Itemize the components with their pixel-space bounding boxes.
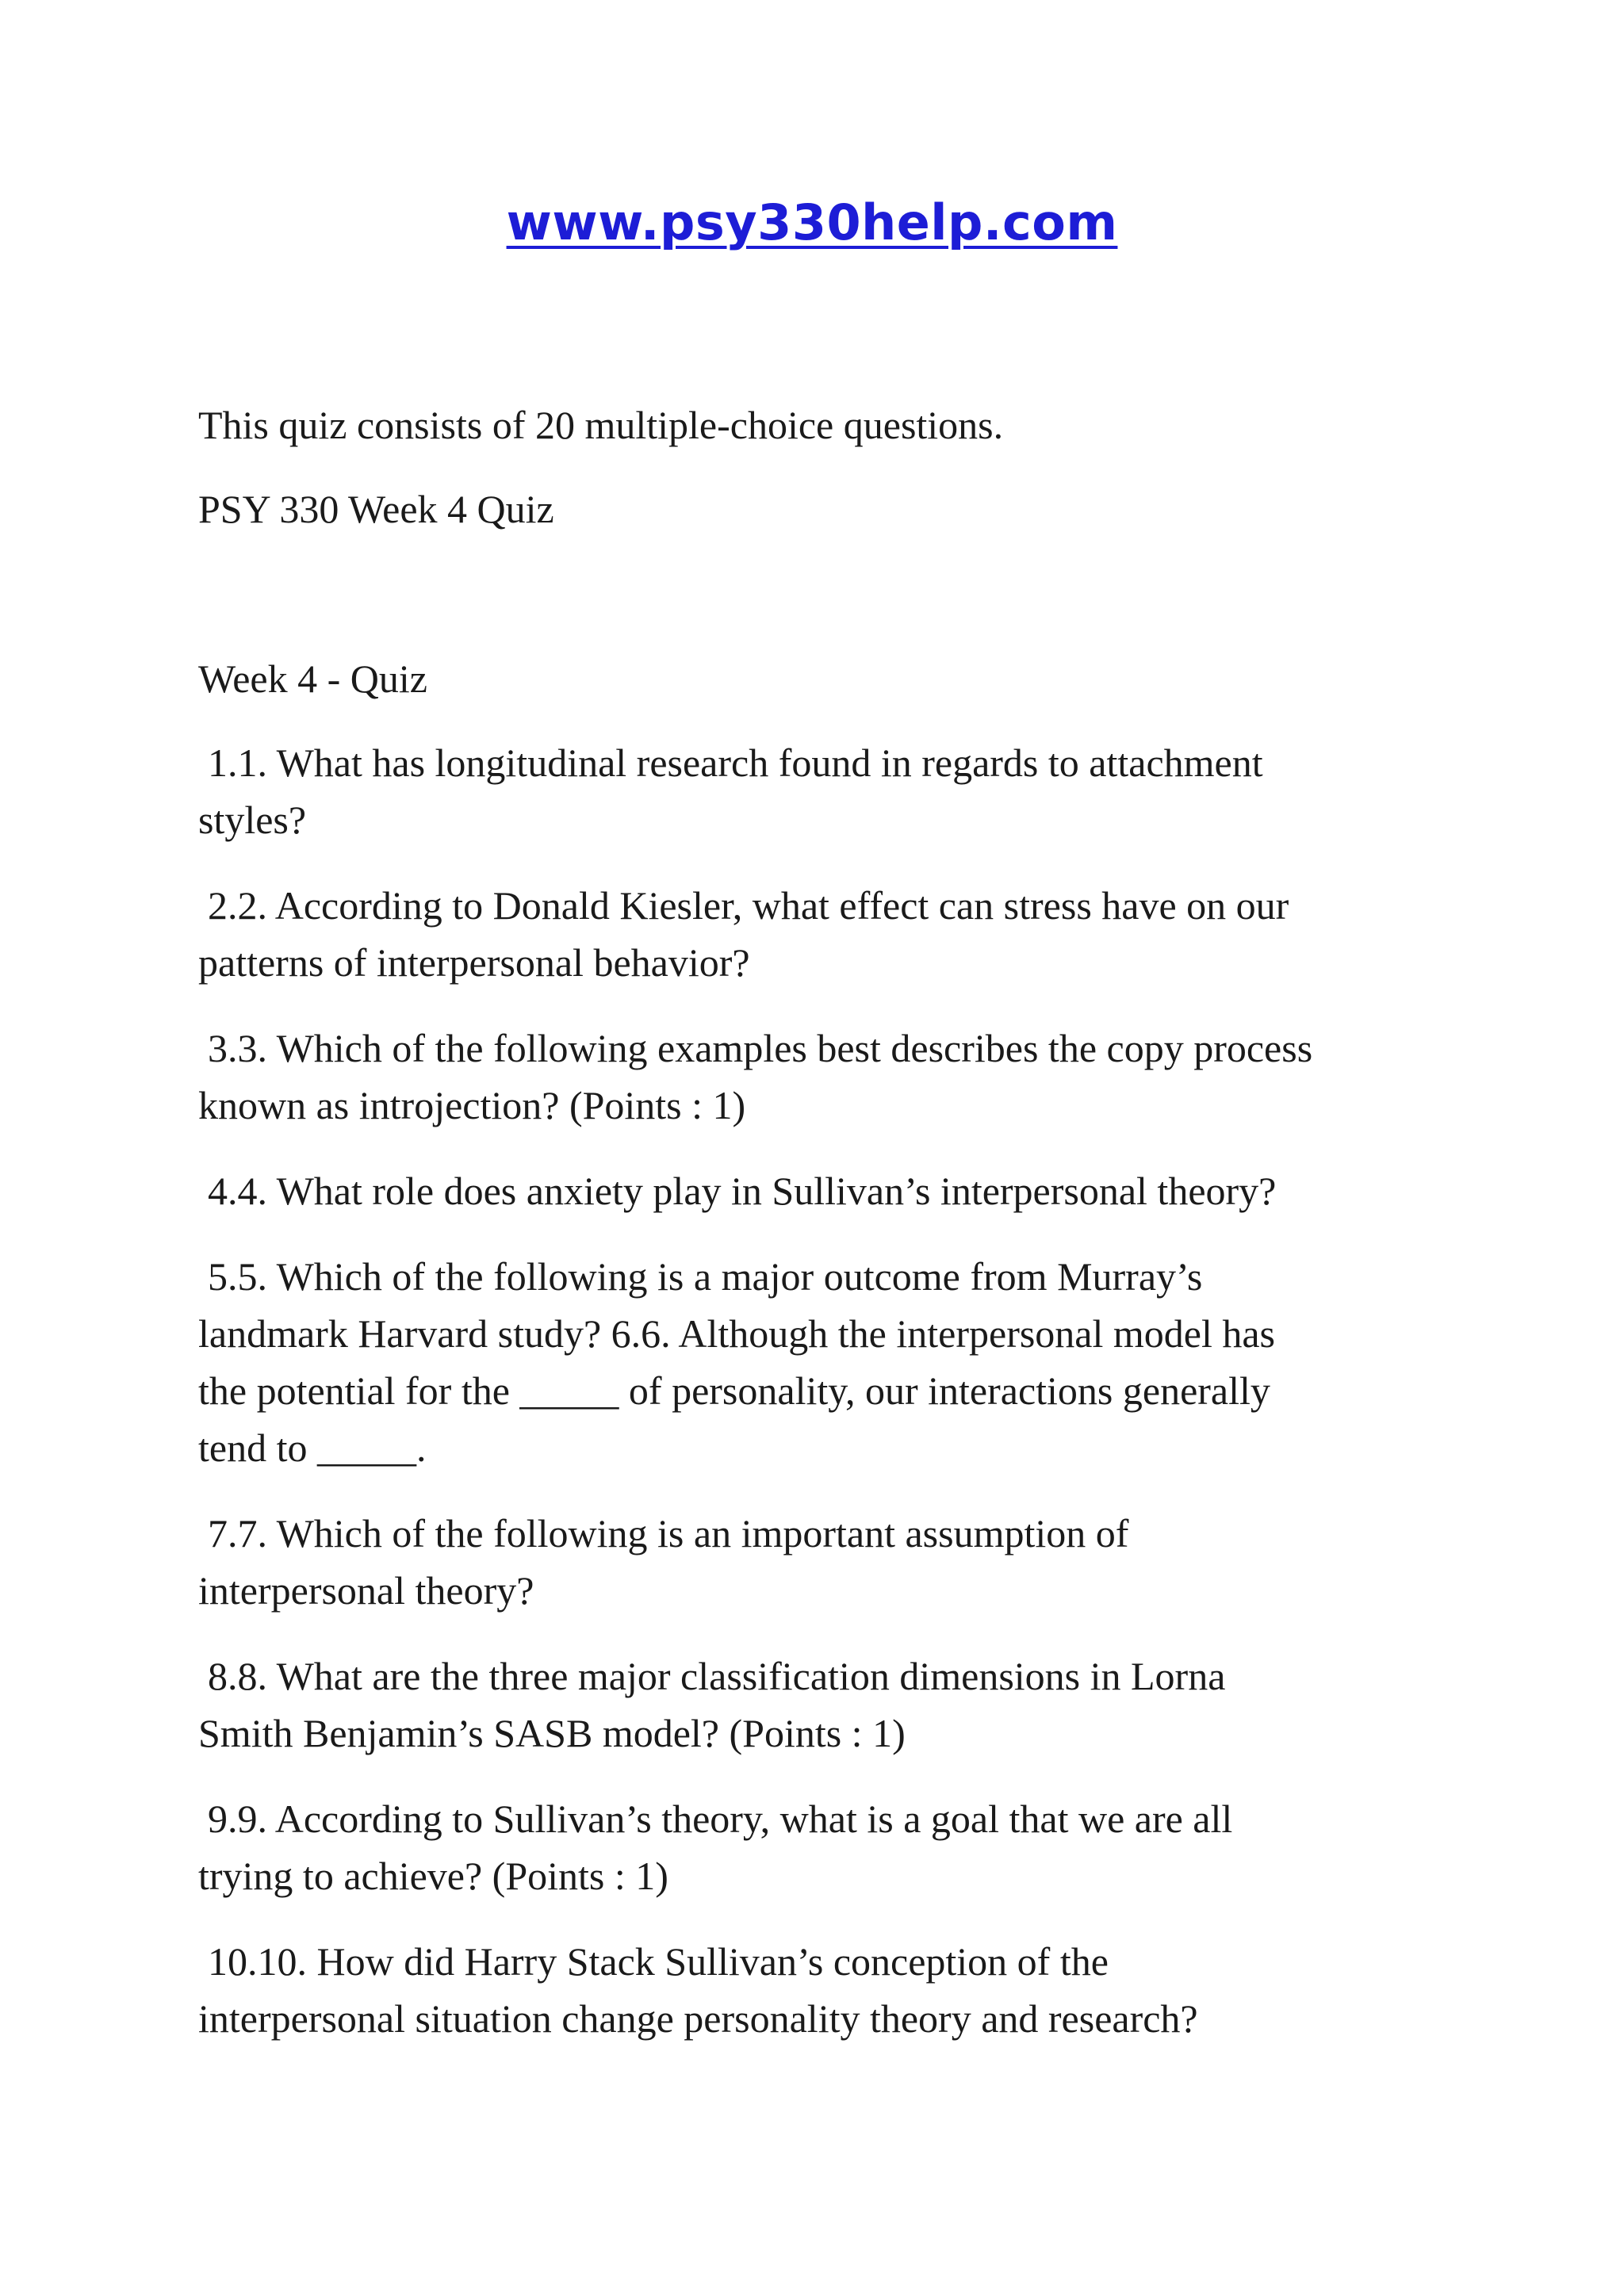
- question-1: [198, 734, 1435, 848]
- question-10: [198, 1933, 1435, 2047]
- question-line: Smith Benjamin’s SASB model? (Points : 1): [198, 1711, 906, 1755]
- question-line: 9.9. According to Sullivan’s theory, what is a goal that we are all: [208, 1797, 1233, 1841]
- document-body: [198, 396, 1435, 2076]
- question-line: styles?: [198, 798, 307, 842]
- section-heading: Week 4 - Quiz: [198, 656, 427, 701]
- question-line: 5.5. Which of the following is a major outcome from Murray’s: [208, 1254, 1203, 1299]
- question-7: [198, 1505, 1435, 1619]
- question-line: trying to achieve? (Points : 1): [198, 1854, 668, 1898]
- question-5-6: [198, 1248, 1435, 1476]
- question-line: interpersonal situation change personality theory and research?: [198, 1996, 1198, 2041]
- question-line: 1.1. What has longitudinal research found in regards to attachment: [208, 740, 1263, 785]
- question-line: tend to _____.: [198, 1425, 427, 1470]
- question-line: known as introjection? (Points : 1): [198, 1083, 746, 1127]
- question-line: 8.8. What are the three major classification dimensions in Lorna: [208, 1654, 1226, 1698]
- question-9: [198, 1790, 1435, 1904]
- question-line: 10.10. How did Harry Stack Sullivan’s conception of the: [208, 1939, 1109, 1984]
- quiz-title: PSY 330 Week 4 Quiz: [198, 487, 554, 531]
- question-line: patterns of interpersonal behavior?: [198, 940, 750, 985]
- question-line: interpersonal theory?: [198, 1568, 534, 1613]
- question-8: [198, 1647, 1435, 1762]
- question-2: [198, 877, 1435, 991]
- question-line: the potential for the _____ of personality, our interactions generally: [198, 1368, 1270, 1413]
- site-link[interactable]: www.psy330help.com: [506, 193, 1118, 251]
- question-line: 2.2. According to Donald Kiesler, what effect can stress have on our: [208, 883, 1289, 928]
- question-4: [198, 1162, 1435, 1219]
- question-3: [198, 1020, 1435, 1134]
- question-line: landmark Harvard study? 6.6. Although the interpersonal model has: [198, 1311, 1276, 1356]
- quiz-description: This quiz consists of 20 multiple-choice questions.: [198, 403, 1004, 447]
- question-line: 3.3. Which of the following examples best describes the copy process: [208, 1026, 1313, 1070]
- question-line: 4.4. What role does anxiety play in Sullivan’s interpersonal theory?: [208, 1169, 1277, 1213]
- question-line: 7.7. Which of the following is an important assumption of: [208, 1511, 1129, 1556]
